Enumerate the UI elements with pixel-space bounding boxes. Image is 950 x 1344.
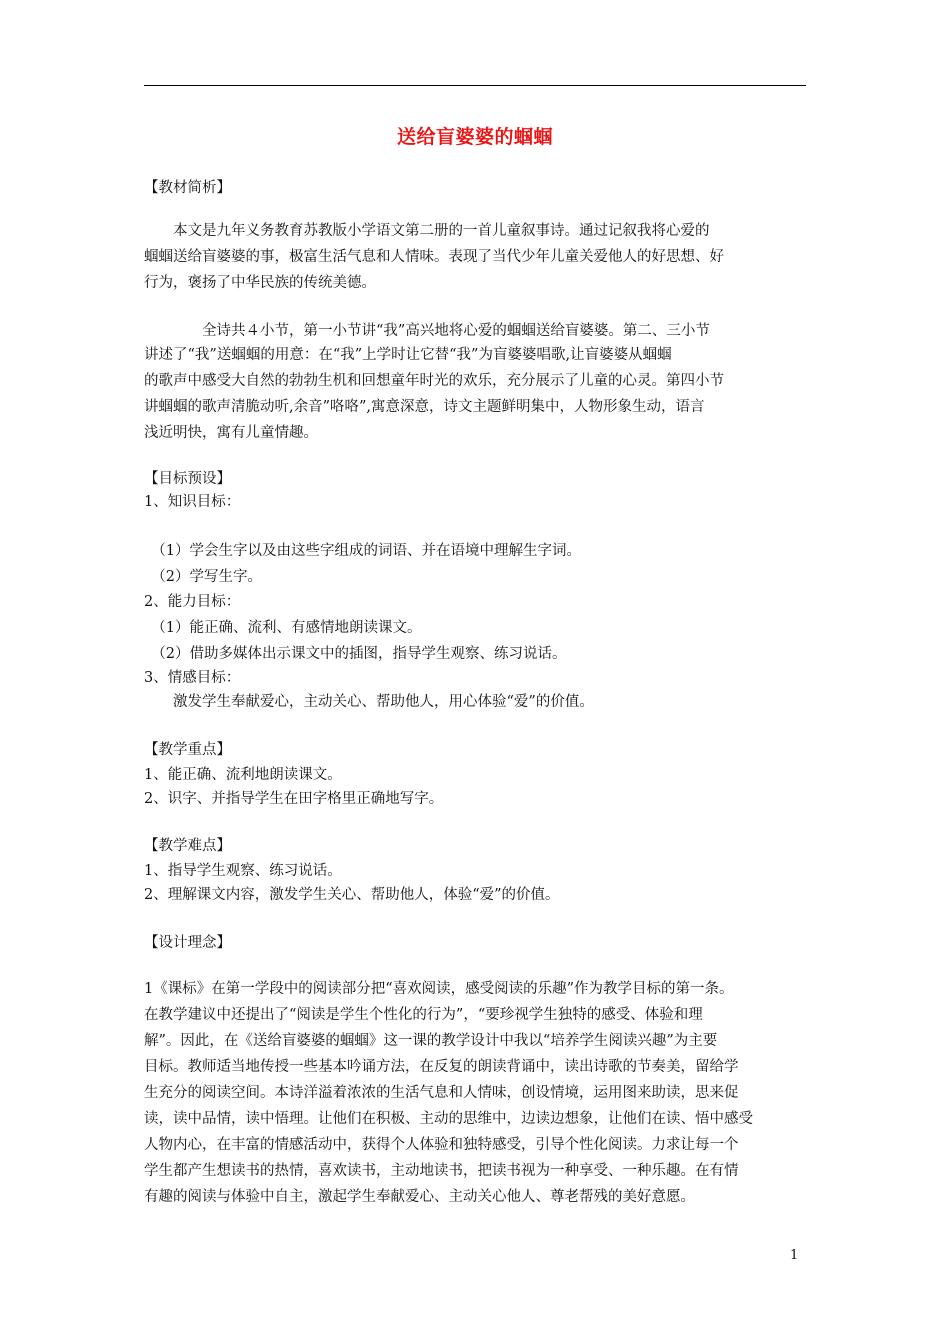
text-line: 有趣的阅读与体验中自主，激起学生奉献爱心、主动关心他人、尊老帮残的美好意愿。: [144, 1189, 695, 1205]
text-line: 1、能正确、流利地朗读课文。: [144, 767, 342, 783]
text-line: 行为，褒扬了中华民族的传统美德。: [144, 275, 376, 291]
text-line: 浅近明快，寓有儿童情趣。: [144, 425, 318, 441]
text-line: 激发学生奉献爱心，主动关心、帮助他人，用心体验“爱”的价值。: [144, 694, 594, 710]
text-line: （1）学会生字以及由这些字组成的词语、并在语境中理解生字词。: [144, 543, 581, 559]
text-line: 蝈蝈送给盲婆婆的事，极富生活气息和人情味。表现了当代少年儿童关爱他人的好思想、好: [144, 249, 724, 265]
text-line: 的歌声中感受大自然的勃勃生机和回想童年时光的欢乐，充分展示了儿童的心灵。第四小节: [144, 373, 724, 389]
text-line: （2）借助多媒体出示课文中的插图，指导学生观察、练习说话。: [144, 646, 567, 662]
text-line: 本文是九年义务教育苏教版小学语文第二册的一首儿童叙事诗。通过记叙我将心爱的: [144, 223, 710, 239]
text-line: 人物内心，在丰富的情感活动中，获得个人体验和独特感受，引导个性化阅读。力求让每一个: [144, 1137, 739, 1153]
text-line: 在教学建议中还提出了“阅读是学生个性化的行为”，“要珍视学生独特的感受、体验和理: [144, 1007, 703, 1023]
text-line: 2、能力目标：: [144, 594, 241, 610]
text-line: 1、指导学生观察、练习说话。: [144, 863, 342, 879]
header-rule: [144, 85, 806, 86]
text-line: （1）能正确、流利、有感情地朗读课文。: [144, 620, 422, 636]
text-line: 3、情感目标：: [144, 670, 241, 686]
page-number: 1: [790, 1248, 799, 1263]
text-line: 讲蝈蝈的歌声清脆动听,余音”咯咯”,寓意深意，诗文主题鲜明集中，人物形象生动，语言: [144, 399, 705, 415]
text-line: 目标。教师适当地传授一些基本吟诵方法，在反复的朗读背诵中，读出诗歌的节奏美，留给学: [144, 1059, 739, 1075]
document-title: 送给盲婆婆的蝈蝈: [396, 126, 553, 148]
text-line: 读，读中品情，读中悟理。让他们在积极、主动的思维中，边读边想象，让他们在读、悟中感受: [144, 1111, 753, 1127]
text-line: 生充分的阅读空间。本诗洋溢着浓浓的生活气息和人情味，创设情境，运用图来助读，思来促: [144, 1085, 739, 1101]
text-line: 2、识字、并指导学生在田字格里正确地写字。: [144, 791, 444, 807]
text-line: 2、理解课文内容，激发学生关心、帮助他人，体验“爱”的价值。: [144, 887, 560, 903]
text-line: 讲述了“我”送蝈蝈的用意：在“我”上学时让它替“我”为盲婆婆唱歌,让盲婆婆从蝈蝈: [144, 347, 672, 363]
text-line: 【教学难点】: [144, 838, 231, 854]
text-line: 解”。因此，在《送给盲婆婆的蝈蝈》这一课的教学设计中我以“培养学生阅读兴趣”为主要: [144, 1033, 718, 1049]
text-line: 1、知识目标：: [144, 494, 241, 510]
text-line: 1《课标》在第一学段中的阅读部分把“喜欢阅读，感受阅读的乐趣”作为教学目标的第一条。: [144, 981, 734, 997]
text-line: （2）学写生字。: [144, 569, 262, 585]
text-line: 【目标预设】: [144, 471, 231, 487]
text-line: 【设计理念】: [144, 935, 231, 951]
text-line: 学生都产生想读书的热情，喜欢读书，主动地读书，把读书视为一种享受、一种乐趣。在有情: [144, 1163, 739, 1179]
text-line: 【教材简析】: [144, 180, 231, 196]
text-line: 【教学重点】: [144, 742, 231, 758]
text-line: 全诗共４小节，第一小节讲“我”高兴地将心爱的蝈蝈送给盲婆婆。第二、三小节: [144, 323, 710, 339]
